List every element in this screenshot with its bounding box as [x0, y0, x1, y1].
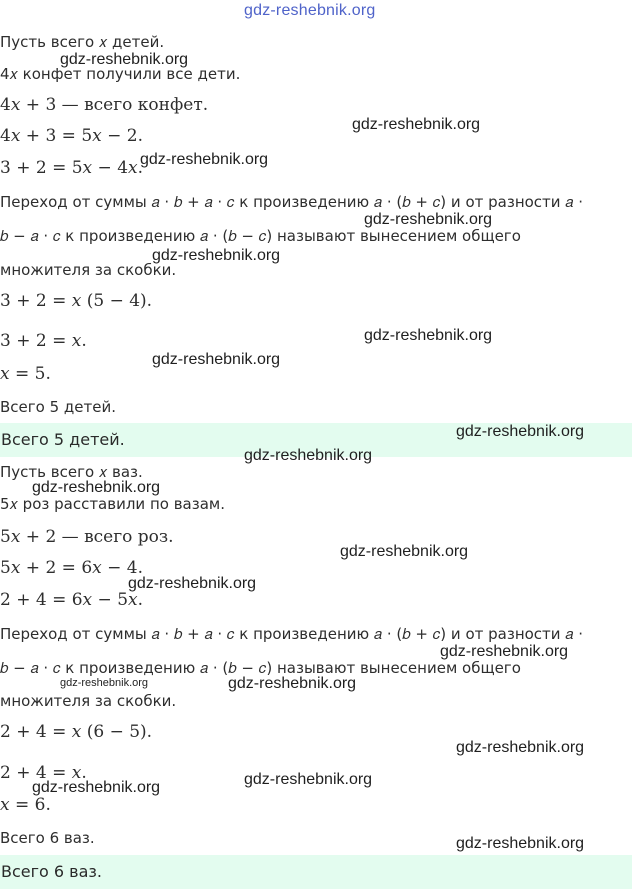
text-line: множителя за скобки. — [0, 692, 177, 710]
equation-line: 2 + 4 = 𝑥. — [0, 763, 87, 783]
text-line: Пусть всего 𝑥 детей. — [0, 33, 165, 51]
answer-box: Всего 5 детей. — [0, 423, 632, 457]
text-line: 𝑏 − 𝑎 · 𝑐 к произведению 𝑎 · (𝑏 − 𝑐) называют вынесением общего — [0, 227, 521, 245]
equation-line: 5𝑥 + 2 = 6𝑥 − 4. — [0, 558, 143, 578]
text-line: Пусть всего 𝑥 ваз. — [0, 463, 143, 481]
watermark: gdz-reshebnik.org — [352, 116, 481, 133]
watermark: gdz-reshebnik.org — [244, 447, 373, 464]
watermark: gdz-reshebnik.org — [456, 739, 585, 756]
watermark: gdz-reshebnik.org — [340, 543, 469, 560]
watermark: gdz-reshebnik.org — [32, 779, 161, 796]
equation-line: 4𝑥 + 3 = 5𝑥 − 2. — [0, 126, 143, 146]
watermark: gdz-reshebnik.org — [140, 151, 269, 168]
watermark: gdz-reshebnik.org — [32, 479, 161, 496]
watermark: gdz-reshebnik.org — [152, 247, 281, 264]
text-line: 4𝑥 конфет получили все дети. — [0, 65, 241, 83]
equation-line: 3 + 2 = 𝑥 (5 − 4). — [0, 291, 153, 311]
watermark: gdz-reshebnik.org — [128, 575, 257, 592]
watermark: gdz-reshebnik.org — [440, 643, 569, 660]
equation-line: 3 + 2 = 𝑥. — [0, 331, 87, 351]
text-line: Всего 6 ваз. — [0, 829, 95, 847]
watermark: gdz-reshebnik.org — [228, 675, 357, 692]
text-line: Переход от суммы 𝑎 · 𝑏 + 𝑎 · 𝑐 к произведению 𝑎 · (𝑏 + 𝑐) и от разности 𝑎 · — [0, 193, 583, 211]
equation-line: 𝑥 = 5. — [0, 364, 51, 384]
answer-box: Всего 6 ваз. — [0, 855, 632, 889]
equation-line: 5𝑥 + 2 — всего роз. — [0, 527, 174, 547]
text-line: Всего 5 детей. — [0, 398, 116, 416]
text-line: 𝑏 − 𝑎 · 𝑐 к произведению 𝑎 · (𝑏 − 𝑐) называют вынесением общего — [0, 659, 521, 677]
watermark: gdz-reshebnik.org — [244, 771, 373, 788]
watermark: gdz-reshebnik.org — [456, 423, 585, 440]
equation-line: 𝑥 = 6. — [0, 795, 51, 815]
equation-line: 4𝑥 + 3 — всего конфет. — [0, 95, 209, 115]
watermark: gdz-reshebnik.org — [152, 351, 281, 368]
equation-line: 3 + 2 = 5𝑥 − 4𝑥. — [0, 158, 143, 178]
equation-line: 2 + 4 = 𝑥 (6 − 5). — [0, 722, 153, 742]
watermark: gdz-reshebnik.org — [456, 835, 585, 852]
text-line: 5𝑥 роз расставили по вазам. — [0, 495, 225, 513]
text-line: множителя за скобки. — [0, 261, 177, 279]
equation-line: 2 + 4 = 6𝑥 − 5𝑥. — [0, 590, 143, 610]
watermark: gdz-reshebnik.org — [60, 677, 149, 689]
watermark: gdz-reshebnik.org — [364, 211, 493, 228]
site-header-link[interactable]: gdz-reshebnik.org — [244, 2, 376, 19]
watermark: gdz-reshebnik.org — [364, 327, 493, 344]
watermark: gdz-reshebnik.org — [60, 51, 189, 68]
text-line: Переход от суммы 𝑎 · 𝑏 + 𝑎 · 𝑐 к произведению 𝑎 · (𝑏 + 𝑐) и от разности 𝑎 · — [0, 625, 583, 643]
